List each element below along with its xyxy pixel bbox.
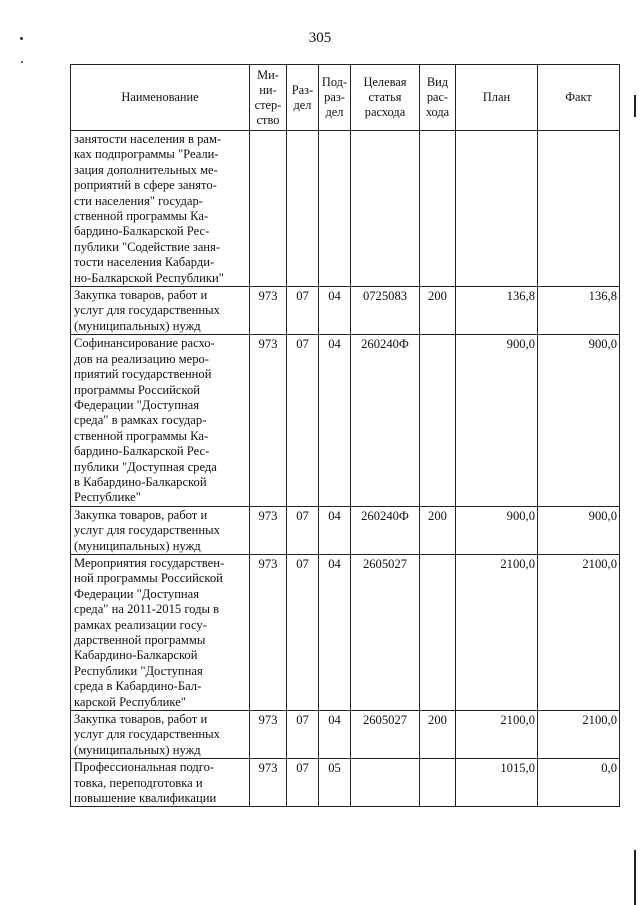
cell-name-line: ках подпрограммы "Реали-	[74, 147, 219, 162]
cell-name-line: зация дополнительных ме-	[74, 162, 218, 177]
cell-name	[71, 131, 250, 287]
cell-expense-type	[420, 335, 456, 506]
cell-name-line: но-Балкарской Республики"	[74, 270, 224, 285]
cell-name-line: Федерации "Доступная	[74, 586, 200, 601]
scan-speck	[21, 61, 23, 63]
cell-name-line: занятости населения в рам-	[74, 132, 222, 146]
cell-plan: 1015,0	[456, 759, 538, 807]
cell-name-line: ственной программы Ка-	[74, 428, 209, 443]
header-plan: План	[456, 65, 538, 131]
header-subsection: Под- раз- дел	[319, 65, 351, 131]
cell-section: 07	[287, 335, 319, 506]
cell-name-line: (муниципальных) нужд	[74, 742, 201, 757]
cell-name-line: бардино-Балкарской Рес-	[74, 224, 210, 239]
cell-ministry: 973	[250, 759, 287, 807]
cell-subsection: 04	[319, 287, 351, 335]
table-row	[71, 554, 620, 710]
cell-plan: 136,8	[456, 287, 538, 335]
cell-name-line: услуг для государственных	[74, 303, 220, 318]
cell-name-line: Кабардино-Балкарской	[74, 648, 198, 663]
cell-name-line: среда" на 2011-2015 годы в	[74, 602, 220, 617]
cell-fact: 2100,0	[538, 554, 620, 710]
cell-name-line: Профессиональная подго-	[74, 760, 215, 775]
cell-section: 07	[287, 711, 319, 759]
cell-name-line: Мероприятия государствен-	[74, 555, 225, 570]
cell-name-line: повышение квалификации	[74, 791, 217, 806]
cell-subsection: 04	[319, 506, 351, 554]
cell-name-line: карской Республике"	[74, 694, 186, 709]
cell-section: 07	[287, 287, 319, 335]
cell-name-line: Республики "Доступная	[74, 663, 203, 678]
cell-ministry: 973	[250, 506, 287, 554]
cell-expense-type: 200	[420, 506, 456, 554]
cell-name-line: услуг для государственных	[74, 523, 220, 538]
cell-target-article: 2605027	[351, 554, 420, 710]
cell-name-line: тости населения Кабарди-	[74, 255, 215, 270]
cell-name-line: Закупка товаров, работ и	[74, 712, 208, 727]
cell-name-line: дарственной программы	[74, 633, 206, 647]
cell-name-line: Софинансирование расхо-	[74, 336, 215, 351]
cell-fact: 2100,0	[538, 711, 620, 759]
header-name: Наименование	[71, 65, 250, 131]
cell-fact: 0,0	[538, 759, 620, 807]
cell-plan: 2100,0	[456, 554, 538, 710]
cell-ministry: 973	[250, 287, 287, 335]
cell-fact: 136,8	[538, 287, 620, 335]
cell-name	[71, 759, 250, 807]
header-expense-type: Вид рас- хода	[420, 65, 456, 131]
cell-target-article: 260240Ф	[351, 335, 420, 506]
cell-section: 07	[287, 759, 319, 807]
cell-name-line: Республике"	[74, 490, 141, 505]
cell-section: 07	[287, 554, 319, 710]
budget-table	[70, 64, 620, 807]
cell-subsection	[319, 131, 351, 287]
cell-name-line: рамках реализации госу-	[74, 617, 207, 632]
page-number: 305	[308, 30, 332, 46]
cell-expense-type	[420, 131, 456, 287]
cell-name	[71, 554, 250, 710]
cell-name-line: бардино-Балкарской Рес-	[74, 444, 210, 459]
cell-name-line: ной программы Российской	[74, 571, 223, 586]
cell-target-article: 0725083	[351, 287, 420, 335]
cell-name-line: публики "Содействие заня-	[74, 239, 221, 254]
cell-name-line: Закупка товаров, работ и	[74, 288, 208, 303]
table-row	[71, 287, 620, 335]
cell-name-line: публики "Доступная среда	[74, 459, 217, 474]
cell-name-line: среда в Кабардино-Бал-	[74, 679, 202, 694]
cell-target-article: 2605027	[351, 711, 420, 759]
cell-section: 07	[287, 506, 319, 554]
cell-name-line: Федерации "Доступная	[74, 397, 200, 412]
cell-fact: 900,0	[538, 506, 620, 554]
cell-name-line: дов на реализацию меро-	[74, 351, 209, 366]
cell-ministry	[250, 131, 287, 287]
scan-edge-mark	[634, 95, 636, 117]
header-ministry: Ми- ни- стер- ство	[250, 65, 287, 131]
cell-name-line: товка, переподготовка и	[74, 775, 203, 790]
cell-fact: 900,0	[538, 335, 620, 506]
cell-subsection: 04	[319, 335, 351, 506]
table-body	[71, 131, 620, 807]
cell-name-line: в Кабардино-Балкарской	[74, 474, 207, 489]
cell-name-line: программы Российской	[74, 382, 200, 397]
cell-plan: 900,0	[456, 506, 538, 554]
cell-name-line: Закупка товаров, работ и	[74, 507, 208, 522]
cell-subsection: 04	[319, 711, 351, 759]
cell-name	[71, 506, 250, 554]
cell-name-line: (муниципальных) нужд	[74, 318, 201, 333]
table-row	[71, 711, 620, 759]
scan-edge-mark	[634, 850, 636, 905]
cell-ministry: 973	[250, 711, 287, 759]
cell-name-line: сти населения" государ-	[74, 193, 203, 208]
cell-subsection: 05	[319, 759, 351, 807]
table-row	[71, 506, 620, 554]
header-fact: Факт	[538, 65, 620, 131]
cell-plan: 900,0	[456, 335, 538, 506]
cell-target-article	[351, 759, 420, 807]
cell-name	[71, 711, 250, 759]
cell-name-line: роприятий в сфере занято-	[74, 178, 217, 193]
cell-name-line: (муниципальных) нужд	[74, 538, 201, 553]
header-target-article: Целевая статья расхода	[351, 65, 420, 131]
table-row	[71, 759, 620, 807]
cell-ministry: 973	[250, 554, 287, 710]
cell-expense-type	[420, 759, 456, 807]
cell-section	[287, 131, 319, 287]
cell-target-article	[351, 131, 420, 287]
table-row	[71, 131, 620, 287]
cell-expense-type: 200	[420, 287, 456, 335]
cell-plan: 2100,0	[456, 711, 538, 759]
cell-expense-type	[420, 554, 456, 710]
cell-name	[71, 287, 250, 335]
header-section: Раз- дел	[287, 65, 319, 131]
cell-name-line: ственной программы Ка-	[74, 209, 209, 224]
cell-name-line: среда" в рамках государ-	[74, 413, 207, 428]
cell-name-line: услуг для государственных	[74, 727, 220, 742]
cell-target-article: 260240Ф	[351, 506, 420, 554]
cell-ministry: 973	[250, 335, 287, 506]
cell-expense-type: 200	[420, 711, 456, 759]
cell-plan	[456, 131, 538, 287]
cell-fact	[538, 131, 620, 287]
table-row	[71, 335, 620, 506]
table-header-row	[71, 65, 620, 131]
cell-name-line: приятий государственной	[74, 367, 212, 382]
cell-name	[71, 335, 250, 506]
cell-subsection: 04	[319, 554, 351, 710]
